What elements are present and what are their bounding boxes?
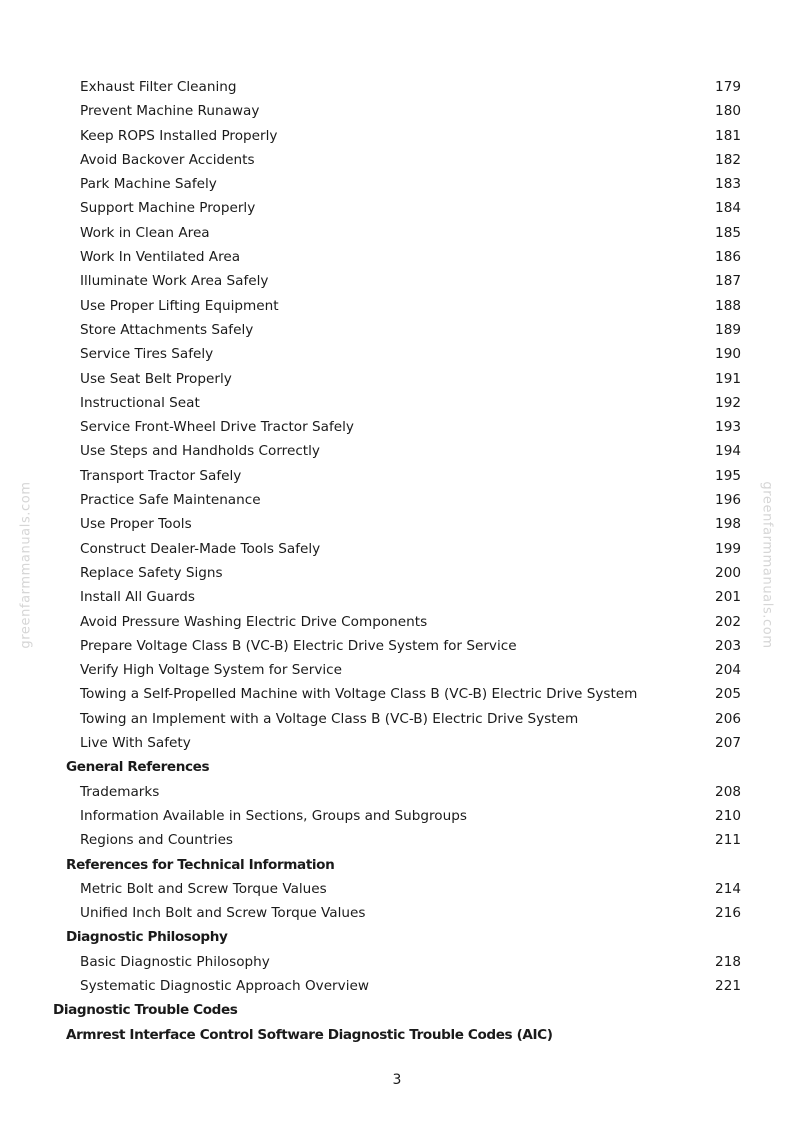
toc-entry-title: Unified Inch Bolt and Screw Torque Values [80,905,366,922]
toc-entry-title: Diagnostic Trouble Codes [53,1002,238,1019]
toc-entry-page: 210 [715,807,741,824]
toc-entry-page: 196 [715,492,741,509]
toc-entry-title: Use Proper Lifting Equipment [80,297,279,314]
toc-entry-page: 186 [715,249,741,266]
toc-entry[interactable] [0,99,794,123]
toc-entry[interactable] [0,245,794,269]
toc-entry-title: Use Seat Belt Properly [80,370,232,387]
toc-entry-page: 188 [715,297,741,314]
toc-entry-title: Transport Tractor Safely [80,467,242,484]
toc-entry-page: 195 [715,467,741,484]
toc-entry-title: Avoid Pressure Washing Electric Drive Components [80,613,428,630]
toc-section-heading[interactable] [0,853,794,877]
toc-entry[interactable] [0,269,794,293]
toc-entry[interactable] [0,512,794,536]
toc-entry[interactable] [0,658,794,682]
toc-entry[interactable] [0,172,794,196]
toc-entry-title: Practice Safe Maintenance [80,492,261,509]
toc-entry[interactable] [0,415,794,439]
toc-entry-title: General References [66,759,210,776]
toc-entry-page: 207 [715,735,741,752]
toc-entry[interactable] [0,342,794,366]
toc-entry-page: 204 [715,662,741,679]
toc-entry-page: 208 [715,783,741,800]
toc-entry-page: 201 [715,589,741,606]
toc-entry-page: 184 [715,200,741,217]
toc-entry-title: Instructional Seat [80,394,200,411]
toc-entry-page: 202 [715,613,741,630]
toc-entry-page: 198 [715,516,741,533]
toc-entry-title: Install All Guards [80,589,195,606]
watermark-left: greenfarmmanuals.com [18,481,34,649]
toc-entry[interactable] [0,950,794,974]
toc-entry-page: 191 [715,370,741,387]
toc-section-heading[interactable] [0,755,794,779]
toc-entry[interactable] [0,318,794,342]
toc-entry-title: Prevent Machine Runaway [80,103,260,120]
toc-entry-page: 180 [715,103,741,120]
toc-entry[interactable] [0,537,794,561]
toc-entry[interactable] [0,731,794,755]
toc-entry-page: 193 [715,419,741,436]
toc-entry-title: Work in Clean Area [80,224,210,241]
page-number: 3 [392,1072,402,1088]
toc-entry-title: Replace Safety Signs [80,564,223,581]
toc-entry-title: Armrest Interface Control Software Diagnostic Trouble Codes (AIC) [66,1026,553,1043]
toc-entry[interactable] [0,148,794,172]
toc-entry-title: Towing an Implement with a Voltage Class B (VC-B) Electric Drive System [80,710,579,727]
toc-entry[interactable] [0,610,794,634]
toc-entry-page: 185 [715,224,741,241]
toc-entry-title: Regions and Countries [80,832,234,849]
toc-entry[interactable] [0,828,794,852]
toc-entry[interactable] [0,901,794,925]
toc-entry-title: Diagnostic Philosophy [66,929,228,946]
table-of-contents [0,75,794,1047]
toc-entry-page: 182 [715,151,741,168]
toc-entry-title: Basic Diagnostic Philosophy [80,953,270,970]
toc-entry[interactable] [0,367,794,391]
toc-entry-page: 187 [715,273,741,290]
toc-entry-page: 205 [715,686,741,703]
toc-entry[interactable] [0,634,794,658]
toc-entry-title: Keep ROPS Installed Properly [80,127,278,144]
toc-entry[interactable] [0,75,794,99]
toc-section-heading[interactable] [0,1023,794,1047]
toc-section-heading[interactable] [0,925,794,949]
toc-entry-title: Park Machine Safely [80,176,217,193]
toc-entry-title: Service Front-Wheel Drive Tractor Safely [80,419,354,436]
toc-entry-page: 214 [715,880,741,897]
toc-entry-title: Work In Ventilated Area [80,249,241,266]
toc-entry-title: Trademarks [80,783,160,800]
toc-entry[interactable] [0,221,794,245]
toc-entry[interactable] [0,974,794,998]
toc-entry-title: Prepare Voltage Class B (VC-B) Electric Drive System for Service [80,637,517,654]
toc-entry-page: 221 [715,977,741,994]
toc-entry-title: Towing a Self-Propelled Machine with Voltage Class B (VC-B) Electric Drive System [80,686,638,703]
toc-entry[interactable] [0,682,794,706]
toc-entry-title: Construct Dealer-Made Tools Safely [80,540,321,557]
toc-entry-title: Systematic Diagnostic Approach Overview [80,977,369,994]
toc-entry-page: 189 [715,321,741,338]
toc-entry-title: Use Steps and Handholds Correctly [80,443,320,460]
toc-entry[interactable] [0,464,794,488]
toc-entry[interactable] [0,877,794,901]
toc-entry-page: 190 [715,346,741,363]
toc-entry-title: Service Tires Safely [80,346,214,363]
toc-entry-page: 181 [715,127,741,144]
toc-entry-page: 216 [715,905,741,922]
toc-entry[interactable] [0,488,794,512]
toc-entry-page: 192 [715,394,741,411]
toc-entry-page: 183 [715,176,741,193]
toc-entry-title: Use Proper Tools [80,516,192,533]
toc-entry[interactable] [0,391,794,415]
toc-entry-page: 194 [715,443,741,460]
toc-entry[interactable] [0,585,794,609]
toc-entry[interactable] [0,561,794,585]
toc-entry-page: 218 [715,953,741,970]
toc-entry-page: 179 [715,79,741,95]
watermark-right: greenfarmmanuals.com [759,481,775,649]
toc-entry-title: References for Technical Information [66,856,335,873]
toc-entry[interactable] [0,780,794,804]
toc-entry-title: Avoid Backover Accidents [80,151,255,168]
toc-entry-title: Information Available in Sections, Groups and Subgroups [80,807,467,824]
toc-entry-page: 211 [715,832,741,849]
toc-entry[interactable] [0,294,794,318]
toc-entry-title: Exhaust Filter Cleaning [80,79,237,95]
toc-entry-page: 203 [715,637,741,654]
toc-entry[interactable] [0,804,794,828]
toc-entry[interactable] [0,707,794,731]
toc-entry-title: Metric Bolt and Screw Torque Values [80,880,327,897]
toc-entry[interactable] [0,124,794,148]
toc-entry-page: 200 [715,564,741,581]
toc-entry-title: Verify High Voltage System for Service [80,662,343,679]
toc-section-heading[interactable] [0,998,794,1022]
toc-entry-title: Live With Safety [80,735,191,752]
toc-entry-page: 199 [715,540,741,557]
toc-entry-title: Store Attachments Safely [80,321,254,338]
toc-entry-title: Support Machine Properly [80,200,256,217]
toc-entry[interactable] [0,439,794,463]
toc-entry-title: Illuminate Work Area Safely [80,273,269,290]
toc-entry-page: 206 [715,710,741,727]
toc-entry[interactable] [0,196,794,220]
